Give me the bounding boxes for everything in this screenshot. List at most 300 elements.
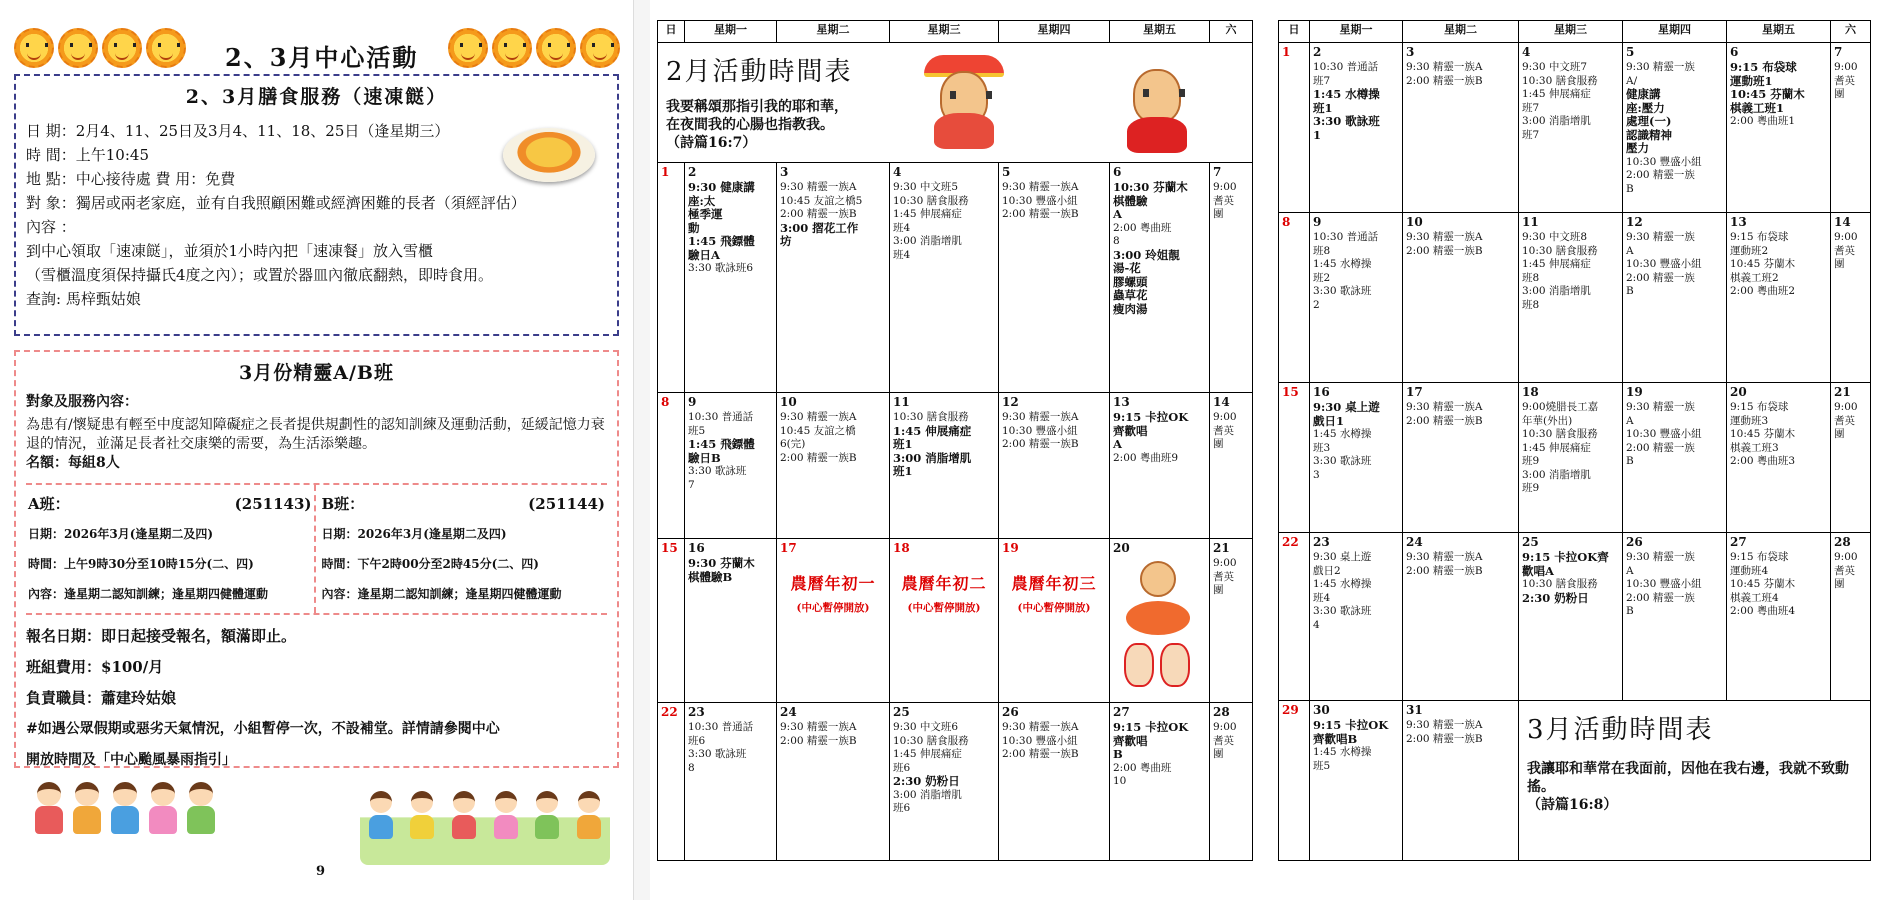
event: 9:00 耆英 團 bbox=[1213, 557, 1237, 596]
meal-service-box bbox=[14, 74, 619, 336]
day-number: 16 bbox=[1313, 385, 1330, 399]
mar-day-cell bbox=[1623, 533, 1727, 701]
illustration-part bbox=[370, 791, 392, 813]
meal-line: 日 期：2月4、11、25日及3月4、11、18、25日（逢星期三） bbox=[26, 122, 450, 140]
event: 9:30 精靈一族A 10:30 豐盛小組 2:00 精靈一族B bbox=[1002, 411, 1079, 450]
mar-day-cell bbox=[1831, 213, 1871, 383]
class-b-column bbox=[314, 485, 608, 613]
mar-day-cell bbox=[1279, 213, 1310, 383]
illustration-part bbox=[452, 815, 476, 839]
cny-decoration-icon bbox=[1122, 561, 1194, 691]
day-number: 6 bbox=[1113, 165, 1122, 179]
mar-day-cell bbox=[1727, 43, 1831, 213]
event: 9:00 耆英 團 bbox=[1834, 231, 1858, 270]
illustration-part bbox=[535, 815, 559, 839]
day-number: 26 bbox=[1002, 705, 1019, 719]
day-number: 12 bbox=[1626, 215, 1643, 229]
day-number: 9 bbox=[688, 395, 697, 409]
event: 10:30 普通話 班6 3:30 歌詠班 8 bbox=[688, 721, 754, 774]
event: 9:30 中文班7 10:30 膳食服務 1:45 伸展痛症 班7 3:00 消脂增肌 班7 bbox=[1522, 61, 1598, 141]
feb-day-cell bbox=[890, 539, 999, 703]
cny-day-1: 農曆年初一 bbox=[790, 574, 876, 593]
event: 9:15 卡拉OK 齊歡唱 B bbox=[1113, 720, 1189, 761]
group bbox=[322, 489, 606, 519]
mar-day-cell bbox=[1403, 383, 1519, 533]
mar-day-cell bbox=[1403, 701, 1519, 861]
meal-line: 地 點：中心接待處 費 用：免費 bbox=[26, 170, 236, 188]
illustration-part bbox=[453, 791, 475, 813]
illustration-part bbox=[1127, 117, 1187, 153]
illustration-part bbox=[494, 815, 518, 839]
class-a-code: (251143) bbox=[234, 495, 312, 513]
event: 1:45 水樽操 班3 3:30 歌詠班 3 bbox=[1313, 428, 1372, 481]
day-number: 4 bbox=[893, 165, 902, 179]
feb-day-cell bbox=[777, 163, 890, 393]
event: 2:30 奶粉日 bbox=[1522, 590, 1589, 605]
event: 9:30 中文班6 10:30 膳食服務 1:45 伸展痛症 班6 bbox=[893, 721, 969, 774]
feb-day-cell bbox=[1110, 393, 1210, 539]
day-number: 28 bbox=[1213, 705, 1230, 719]
illustration-part bbox=[184, 782, 218, 844]
rice-dish-icon bbox=[503, 128, 595, 182]
day-number: 14 bbox=[1834, 215, 1851, 229]
mar-day-cell bbox=[1403, 533, 1519, 701]
page-heading: 2、3月中心活動 bbox=[225, 43, 419, 72]
feb-day-cell bbox=[1110, 539, 1210, 703]
class-b-time: 時間：下午2時00分至2時45分(二、四) bbox=[321, 557, 539, 571]
event: 1:45 水樽操 班5 bbox=[1313, 746, 1372, 772]
horse-mascot-icon bbox=[1123, 59, 1193, 155]
mar-day-cell bbox=[1519, 533, 1623, 701]
weekday-tue: 星期二 bbox=[1403, 21, 1519, 43]
day-number: 25 bbox=[1522, 535, 1539, 549]
feb-day-cell bbox=[658, 539, 685, 703]
day-number: 15 bbox=[1282, 385, 1299, 399]
event: 9:30 精靈一族A 2:00 精靈一族B bbox=[1406, 551, 1483, 577]
weekday-sat: 六 bbox=[1831, 21, 1871, 43]
event: 10:30 豐盛小組 2:00 精靈一族 B bbox=[1626, 155, 1702, 195]
mar-day-cell bbox=[1727, 533, 1831, 701]
mar-day-cell bbox=[1727, 213, 1831, 383]
mar-day-cell bbox=[1310, 43, 1403, 213]
day-number: 5 bbox=[1002, 165, 1011, 179]
illustration-part bbox=[187, 806, 215, 834]
sun-icons-left bbox=[14, 28, 186, 68]
class-a-content: 內容：逢星期二認知訓練；逢星期四健體運動 bbox=[28, 587, 269, 601]
event: 3:00 玲姐靚 湯-花 膠螺頭 蟲草花 瘦肉湯 bbox=[1113, 247, 1180, 316]
day-number: 23 bbox=[1313, 535, 1330, 549]
event: 9:30 桌上遊 戲日2 1:45 水樽操 班4 3:30 歌詠班 4 bbox=[1313, 551, 1372, 631]
feb-day-cell bbox=[1110, 703, 1210, 861]
day-number: 8 bbox=[1282, 215, 1291, 229]
event: 9:30 精靈一族A 2:00 精靈一族B bbox=[1406, 401, 1483, 427]
illustration-part bbox=[108, 782, 142, 844]
day-number: 29 bbox=[1282, 703, 1299, 717]
day-number: 24 bbox=[1406, 535, 1423, 549]
day-number: 26 bbox=[1626, 535, 1643, 549]
event: 2:00 粵曲班1 bbox=[1730, 115, 1796, 127]
march-title-cell bbox=[1519, 701, 1871, 861]
illustration-part bbox=[70, 782, 104, 844]
feb-day-cell bbox=[658, 163, 685, 393]
march-title: 3月活動時間表 bbox=[1527, 715, 1714, 745]
event: 9:15 卡拉OK 齊歡唱B bbox=[1313, 718, 1389, 746]
page-gutter bbox=[634, 0, 650, 900]
kids-illustration bbox=[32, 782, 218, 844]
event: 3:30 歌詠班 7 bbox=[688, 465, 747, 491]
event: 10:30 普通話 班8 1:45 水樽操 班2 3:30 歌詠班 2 bbox=[1313, 231, 1379, 311]
day-number: 2 bbox=[688, 165, 697, 179]
sun-icons-right bbox=[448, 28, 620, 68]
event: 9:30 精靈一族A 2:00 精靈一族B bbox=[1406, 61, 1483, 87]
event: 2:30 奶粉日 bbox=[893, 774, 960, 788]
illustration-part bbox=[369, 815, 393, 839]
day-number: 13 bbox=[1113, 395, 1130, 409]
day-number: 11 bbox=[1522, 215, 1539, 229]
event: 1:45 飛鏢體 驗日B bbox=[688, 437, 755, 465]
day-number: 24 bbox=[780, 705, 797, 719]
meal-line: （雪櫃溫度須保持攝氏4度之內）；或置於器皿內徹底翻熱，即時食用。 bbox=[26, 266, 494, 284]
class-a-time: 時間：上午9時30分至10時15分(二、四) bbox=[28, 557, 254, 571]
day-number: 1 bbox=[1282, 45, 1291, 59]
day-number: 3 bbox=[1406, 45, 1415, 59]
event: 9:30 精靈一族A 2:00 精靈一族B bbox=[1406, 231, 1483, 257]
event: 10:30 膳食服務 bbox=[1522, 578, 1598, 590]
day-number: 28 bbox=[1834, 535, 1851, 549]
sun-icon bbox=[58, 28, 98, 68]
event: 3:30 歌詠班6 bbox=[688, 262, 754, 274]
event: 9:00 耆英 團 bbox=[1834, 401, 1858, 440]
event: 2:00 粵曲班 10 bbox=[1113, 761, 1172, 787]
day-number: 8 bbox=[661, 395, 670, 409]
mar-day-cell bbox=[1279, 383, 1310, 533]
mar-day-cell bbox=[1310, 701, 1403, 861]
sun-icon bbox=[102, 28, 142, 68]
day-number: 16 bbox=[688, 541, 705, 555]
illustration-part bbox=[533, 791, 561, 847]
march-verse: 我讓耶和華常在我面前，因他在我右邊，我就不致動搖。 （詩篇16:8） bbox=[1527, 761, 1849, 813]
class-b-content: 內容：逢星期二認知訓練；逢星期四健體運動 bbox=[321, 587, 562, 601]
feb-day-cell bbox=[999, 393, 1110, 539]
feb-day-cell bbox=[685, 163, 777, 393]
day-number: 14 bbox=[1213, 395, 1230, 409]
event: 9:15 布袋球 運動班2 10:45 芬蘭木 棋義工班2 2:00 粵曲班2 bbox=[1730, 231, 1796, 297]
illustration-part bbox=[1126, 601, 1190, 635]
event: 9:30 健康講 座:太 極季運 動 1:45 飛鏢體 驗日A bbox=[688, 180, 755, 262]
illustration-part bbox=[35, 806, 63, 834]
weekday-mon: 星期一 bbox=[685, 21, 777, 43]
mar-day-cell bbox=[1403, 213, 1519, 383]
event: 10:30 普通話 班7 bbox=[1313, 61, 1379, 87]
day-number: 21 bbox=[1213, 541, 1230, 555]
day-number: 27 bbox=[1730, 535, 1747, 549]
mar-day-cell bbox=[1623, 383, 1727, 533]
day-number: 17 bbox=[780, 541, 797, 555]
mar-day-cell bbox=[1279, 43, 1310, 213]
february-title: 2月活動時間表 bbox=[666, 57, 853, 87]
illustration-part bbox=[411, 791, 433, 813]
day-number: 17 bbox=[1406, 385, 1423, 399]
mar-day-cell bbox=[1519, 213, 1623, 383]
event: 9:30 精靈一族 A/ bbox=[1626, 61, 1695, 87]
sun-icon bbox=[492, 28, 532, 68]
mar-day-cell bbox=[1279, 533, 1310, 701]
day-number: 6 bbox=[1730, 45, 1739, 59]
event: 9:30 精靈一族A 10:30 豐盛小組 2:00 精靈一族B bbox=[1002, 721, 1079, 760]
day-number: 10 bbox=[780, 395, 797, 409]
illustration-part bbox=[1133, 69, 1181, 123]
class-ab-table bbox=[26, 483, 607, 615]
illustration-part bbox=[146, 782, 180, 844]
event: 9:30 精靈一族 A 10:30 豐盛小組 2:00 精靈一族 B bbox=[1626, 401, 1702, 467]
event: 9:00 耆英 團 bbox=[1834, 551, 1858, 590]
holiday-note: #如遇公眾假期或惡劣天氣情況，小組暫停一次，不設補堂。詳情請參閱中心 bbox=[26, 721, 500, 737]
mar-day-cell bbox=[1623, 43, 1727, 213]
sun-icon bbox=[146, 28, 186, 68]
day-number: 25 bbox=[893, 705, 910, 719]
class-fee: 班組費用：$100/月 bbox=[26, 658, 164, 676]
mar-day-cell bbox=[1831, 43, 1871, 213]
day-number: 1 bbox=[661, 165, 670, 179]
event: 2:00 粵曲班9 bbox=[1113, 451, 1179, 464]
march-calendar bbox=[1278, 20, 1871, 861]
event: 9:30 中文班8 10:30 膳食服務 1:45 伸展痛症 班8 3:00 消脂增肌 班8 bbox=[1522, 231, 1598, 311]
day-number: 10 bbox=[1406, 215, 1423, 229]
day-number: 5 bbox=[1626, 45, 1635, 59]
illustration-part bbox=[189, 782, 213, 806]
closed-note: (中心暫停開放) bbox=[796, 602, 870, 614]
illustration-part bbox=[1124, 643, 1154, 687]
day-number: 19 bbox=[1626, 385, 1643, 399]
event: 9:30 精靈一族A 10:45 友誼之橋 6(完) 2:00 精靈一族B bbox=[780, 411, 857, 464]
illustration-part bbox=[75, 782, 99, 806]
page-number: 9 bbox=[316, 864, 326, 879]
sun-icon bbox=[536, 28, 576, 68]
day-number: 7 bbox=[1213, 165, 1222, 179]
event: 3:00 摺花工作 坊 bbox=[780, 220, 859, 248]
event: 9:00 耆英 團 bbox=[1834, 61, 1858, 100]
illustration-part bbox=[450, 791, 478, 847]
left-page bbox=[0, 0, 634, 900]
sun-icon bbox=[580, 28, 620, 68]
cognitive-class-box bbox=[14, 350, 619, 768]
meal-service-title: 2、3月膳食服務（速凍餸） bbox=[185, 86, 448, 108]
weekday-fri: 星期五 bbox=[1727, 21, 1831, 43]
event: 9:00 耆英 團 bbox=[1213, 721, 1237, 760]
event: 9:15 布袋球 運動班4 10:45 芬蘭木 棋義工班4 2:00 粵曲班4 bbox=[1730, 551, 1796, 617]
feb-day-cell bbox=[685, 539, 777, 703]
day-number: 19 bbox=[1002, 541, 1019, 555]
day-number: 18 bbox=[893, 541, 910, 555]
mar-day-cell bbox=[1403, 43, 1519, 213]
event: 9:30 芬蘭木 棋體驗B bbox=[688, 556, 755, 584]
event: 1:45 伸展痛症 班1 3:00 消脂增肌 班1 bbox=[893, 423, 972, 478]
event: 9:15 布袋球 運動班1 10:45 芬蘭木 棋義工班1 bbox=[1730, 60, 1805, 115]
mar-day-cell bbox=[1310, 383, 1403, 533]
illustration-part bbox=[408, 791, 436, 847]
event: 9:15 卡拉OK 齊歡唱 A bbox=[1113, 410, 1189, 451]
weekday-sun: 日 bbox=[658, 21, 685, 43]
class-a-name: A班： bbox=[28, 495, 70, 513]
feb-day-cell bbox=[1210, 703, 1253, 861]
illustration-part bbox=[1140, 561, 1176, 597]
feb-day-cell bbox=[999, 703, 1110, 861]
weekday-tue: 星期二 bbox=[777, 21, 890, 43]
weekday-mon: 星期一 bbox=[1310, 21, 1403, 43]
mar-day-cell bbox=[1310, 533, 1403, 701]
day-number: 12 bbox=[1002, 395, 1019, 409]
illustration-part bbox=[575, 791, 603, 847]
day-number: 4 bbox=[1522, 45, 1531, 59]
day-number: 27 bbox=[1113, 705, 1130, 719]
mar-day-cell bbox=[1519, 383, 1623, 533]
feb-day-cell bbox=[685, 703, 777, 861]
cny-day-3: 農曆年初三 bbox=[1011, 574, 1097, 593]
day-number: 15 bbox=[661, 541, 678, 555]
event: 10:30 膳食服務 bbox=[893, 411, 969, 423]
illustration-part bbox=[151, 782, 175, 806]
feb-day-cell bbox=[1210, 393, 1253, 539]
february-title-cell bbox=[658, 43, 1253, 163]
feb-day-cell bbox=[777, 393, 890, 539]
feb-day-cell bbox=[777, 539, 890, 703]
day-number: 9 bbox=[1313, 215, 1322, 229]
weekday-wed: 星期三 bbox=[1519, 21, 1623, 43]
meal-line: 查詢: 馬梓甄姑娘 bbox=[26, 290, 141, 308]
day-number: 2 bbox=[1313, 45, 1322, 59]
feb-day-cell bbox=[685, 393, 777, 539]
closed-note: (中心暫停開放) bbox=[907, 602, 981, 614]
class-title: 3月份精靈A/B班 bbox=[239, 362, 394, 384]
class-description: 為患有/懷疑患有輕至中度認知障礙症之長者提供規劃性的認知訓練及運動活動，延緩記憶力衰退的情況，並滿足長者社交康樂的需要，為生活添樂趣。 bbox=[26, 417, 605, 452]
event: 9:00 耆英 團 bbox=[1213, 411, 1237, 450]
feb-day-cell bbox=[1210, 163, 1253, 393]
february-verse: 我要稱頌那指引我的耶和華， 在夜間我的心腸也指教我。 （詩篇16:7） bbox=[666, 99, 848, 151]
class-b-name: B班： bbox=[321, 495, 365, 513]
day-number: 23 bbox=[688, 705, 705, 719]
mar-day-cell bbox=[1831, 533, 1871, 701]
meal-line: 對 象：獨居或兩老家庭，並有自我照顧困難或經濟困難的長者（須經評估） bbox=[26, 194, 526, 212]
mar-day-cell bbox=[1831, 383, 1871, 533]
illustration-part bbox=[492, 791, 520, 847]
event: 1:45 水樽操 班1 3:30 歌詠班 1 bbox=[1313, 87, 1380, 142]
enroll-date: 報名日期：即日起接受報名，額滿即止。 bbox=[26, 627, 297, 645]
day-number: 20 bbox=[1730, 385, 1747, 399]
illustration-part bbox=[1160, 643, 1190, 687]
class-a-date: 日期：2026年3月(逢星期二及四) bbox=[28, 527, 214, 541]
mar-day-cell bbox=[1310, 213, 1403, 383]
event: 9:30 中文班5 10:30 膳食服務 1:45 伸展痛症 班4 3:00 消脂增肌 班4 bbox=[893, 181, 969, 261]
day-number: 11 bbox=[893, 395, 910, 409]
weekday-sun: 日 bbox=[1279, 21, 1310, 43]
weekday-thu: 星期四 bbox=[999, 21, 1110, 43]
feb-day-cell bbox=[890, 703, 999, 861]
event: 9:15 布袋球 運動班3 10:45 芬蘭木 棋義工班3 2:00 粵曲班3 bbox=[1730, 401, 1796, 467]
illustration-part bbox=[113, 782, 137, 806]
illustration-part bbox=[410, 815, 434, 839]
mar-day-cell bbox=[1519, 43, 1623, 213]
class-a-column bbox=[26, 485, 314, 613]
illustration-part bbox=[37, 782, 61, 806]
illustration-part bbox=[367, 791, 395, 847]
illustration-part bbox=[495, 791, 517, 813]
feb-day-cell bbox=[999, 163, 1110, 393]
event: 10:30 普通話 班5 bbox=[688, 411, 754, 437]
staff-in-charge: 負責職員：蕭建玲姑娘 bbox=[26, 689, 177, 707]
event: 9:00 耆英 團 bbox=[1213, 181, 1237, 220]
kids-playing-illustration bbox=[360, 785, 610, 865]
february-calendar bbox=[657, 20, 1253, 861]
day-number: 3 bbox=[780, 165, 789, 179]
closed-note: (中心暫停開放) bbox=[1017, 602, 1091, 614]
lion-dance-mascot-icon bbox=[930, 55, 1000, 151]
cny-day-2: 農曆年初二 bbox=[901, 574, 987, 593]
event: 9:30 精靈一族A 10:45 友誼之橋5 2:00 精靈一族B bbox=[780, 181, 863, 220]
event: 9:30 精靈一族 A 10:30 豐盛小組 2:00 精靈一族 B bbox=[1626, 551, 1702, 617]
sun-icon bbox=[448, 28, 488, 68]
feb-day-cell bbox=[1210, 539, 1253, 703]
mar-day-cell bbox=[1623, 213, 1727, 383]
mar-day-cell bbox=[1279, 701, 1310, 861]
feb-day-cell bbox=[658, 703, 685, 861]
event: 2:00 粵曲班 8 bbox=[1113, 221, 1172, 247]
mar-day-cell bbox=[1727, 383, 1831, 533]
event: 9:30 精靈一族A 10:30 豐盛小組 2:00 精靈一族B bbox=[1002, 181, 1079, 220]
event: 9:15 卡拉OK齊 歡唱A bbox=[1522, 550, 1609, 578]
weekday-thu: 星期四 bbox=[1623, 21, 1727, 43]
meal-line: 內容 ： bbox=[26, 218, 76, 236]
class-b-code: (251144) bbox=[528, 495, 605, 513]
meal-line: 時 間：上午10:45 bbox=[26, 146, 149, 164]
day-number: 21 bbox=[1834, 385, 1851, 399]
class-quota: 名額：每組8人 bbox=[26, 455, 120, 471]
day-number: 20 bbox=[1113, 541, 1130, 555]
event: 9:30 精靈一族 A 10:30 豐盛小組 2:00 精靈一族 B bbox=[1626, 231, 1702, 297]
illustration-part bbox=[536, 791, 558, 813]
illustration-part bbox=[578, 791, 600, 813]
feb-day-cell bbox=[890, 163, 999, 393]
feb-day-cell bbox=[999, 539, 1110, 703]
feb-day-cell bbox=[658, 393, 685, 539]
event: 9:30 桌上遊 戲日1 bbox=[1313, 400, 1380, 428]
illustration-part bbox=[934, 113, 994, 149]
feb-day-cell bbox=[1110, 163, 1210, 393]
class-b-date: 日期：2026年3月(逢星期二及四) bbox=[321, 527, 507, 541]
meal-line: 到中心領取「速凍餸」，並須於1小時內把「速凍餐」放入雪櫃 bbox=[26, 242, 434, 260]
event: 10:30 芬蘭木 棋體驗 A bbox=[1113, 180, 1188, 221]
event: 3:00 消脂增肌 班6 bbox=[893, 788, 962, 814]
day-number: 22 bbox=[1282, 535, 1299, 549]
sun-icon bbox=[14, 28, 54, 68]
event: 9:00燒腊長工嘉 年華(外出) 10:30 膳食服務 1:45 伸展痛症 班9 3:00 消脂增肌 班9 bbox=[1522, 401, 1599, 494]
day-number: 7 bbox=[1834, 45, 1843, 59]
illustration-part bbox=[111, 806, 139, 834]
illustration-part bbox=[73, 806, 101, 834]
event: 9:30 精靈一族A 2:00 精靈一族B bbox=[780, 721, 857, 747]
weekday-fri: 星期五 bbox=[1110, 21, 1210, 43]
event: 9:30 精靈一族A 2:00 精靈一族B bbox=[1406, 719, 1483, 745]
feb-day-cell bbox=[777, 703, 890, 861]
day-number: 18 bbox=[1522, 385, 1539, 399]
illustration-part bbox=[577, 815, 601, 839]
day-number: 30 bbox=[1313, 703, 1330, 717]
event: 健康講 座:壓力 處理(一) 認識精神 壓力 bbox=[1626, 87, 1672, 155]
class-target-label: 對象及服務內容： bbox=[26, 394, 138, 410]
holiday-note-2: 開放時間及「中心颱風暴雨指引」 bbox=[26, 752, 236, 768]
illustration-part bbox=[149, 806, 177, 834]
day-number: 31 bbox=[1406, 703, 1423, 717]
weekday-sat: 六 bbox=[1210, 21, 1253, 43]
